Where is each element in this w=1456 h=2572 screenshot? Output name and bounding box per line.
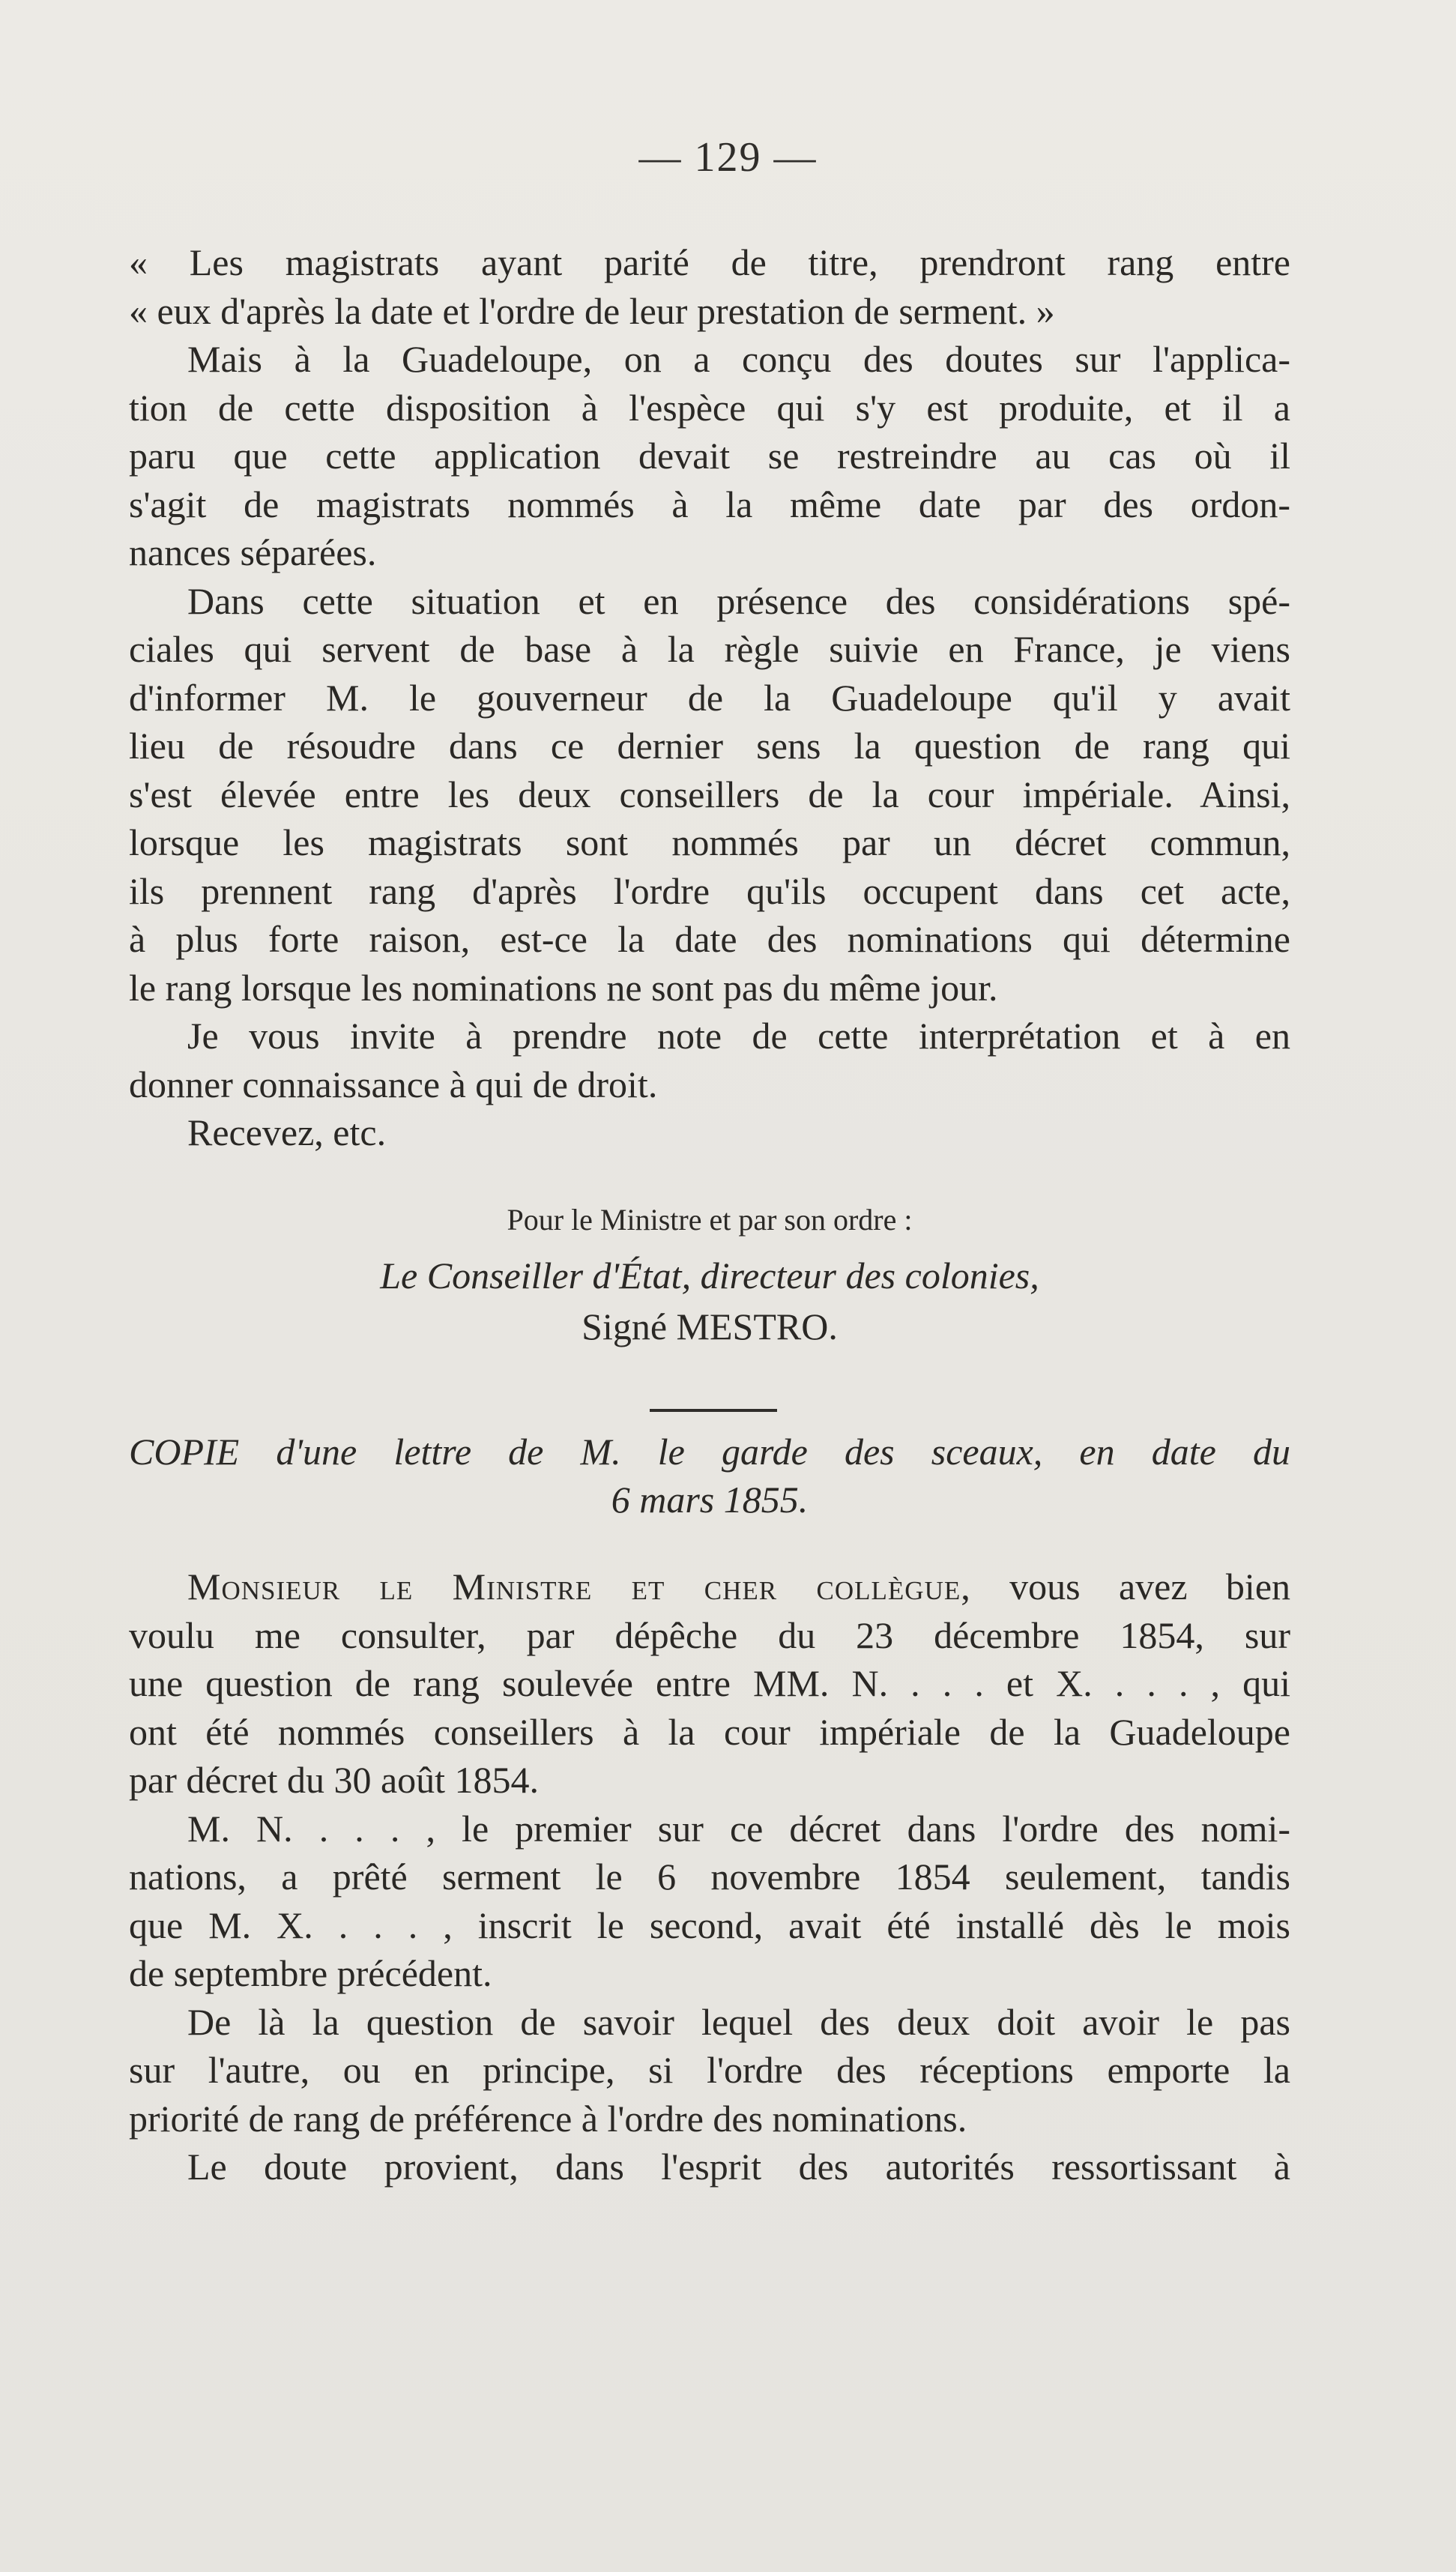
paragraph-line: s'agit de magistrats nommés à la même date par des ordon- xyxy=(129,483,1290,525)
paragraph-line xyxy=(129,1563,1290,1611)
salutation: Monsieur le Ministre et cher collègue, xyxy=(187,1566,971,1608)
paragraph-line: Le doute provient, dans l'esprit des autorités ressortissant à xyxy=(187,2146,1290,2188)
heading-line: COPIE d'une lettre de M. le garde des sceaux, en date du xyxy=(129,1431,1290,1473)
paragraph-line: lorsque les magistrats sont nommés par un décret commun, xyxy=(129,821,1290,863)
signature-block xyxy=(129,1199,1290,1352)
paragraph-line: nations, a prêté serment le 6 novembre 1854 seulement, tandis xyxy=(129,1856,1290,1898)
paragraph-line: une question de rang soulevée entre MM. N. . . . et X. . . . , qui xyxy=(129,1662,1290,1704)
paragraph-line: s'est élevée entre les deux conseillers de la cour impériale. Ainsi, xyxy=(129,773,1290,815)
paragraph-line: ont été nommés conseillers à la cour impériale de la Guadeloupe xyxy=(129,1710,1290,1753)
letter-body xyxy=(129,1563,1290,2191)
paragraph-line: Je vous invite à prendre note de cette interprétation et à en xyxy=(187,1015,1290,1057)
paragraph-line: voulu me consulter, par dépêche du 23 décembre 1854, sur xyxy=(129,1613,1290,1656)
paragraph-line: Mais à la Guadeloupe, on a conçu des doutes sur l'applica- xyxy=(187,338,1290,380)
letter-body-continued xyxy=(129,238,1290,1157)
section-divider xyxy=(650,1409,777,1412)
paragraph-line: paru que cette application devait se restreindre au cas où il xyxy=(129,435,1290,477)
paragraph-line: à plus forte raison, est-ce la date des nominations qui détermine xyxy=(129,918,1290,960)
signature-intro: Pour le Ministre et par son ordre : xyxy=(507,1203,913,1237)
paragraph-line: nances séparées. xyxy=(129,531,377,573)
paragraph-line: d'informer M. le gouverneur de la Guadeloupe qu'il y avait xyxy=(129,676,1290,719)
paragraph-line: donner connaissance à qui de droit. xyxy=(129,1063,658,1105)
paragraph-line: priorité de rang de préférence à l'ordre des nominations. xyxy=(129,2097,967,2140)
paragraph-line: que M. X. . . . , inscrit le second, avait été installé dès le mois xyxy=(129,1904,1290,1946)
paragraph-line: sur l'autre, ou en principe, si l'ordre des réceptions emporte la xyxy=(129,2049,1290,2091)
paragraph-line: tion de cette disposition à l'espèce qui s'y est produite, et il a xyxy=(129,386,1290,429)
quote-line: « eux d'après la date et l'ordre de leur prestation de serment. » xyxy=(129,289,1055,332)
salutation-rest: vous avez bien xyxy=(970,1566,1291,1608)
paragraph-line: ciales qui servent de base à la règle suivie en France, je viens xyxy=(129,628,1290,670)
page-number: — 129 — xyxy=(638,134,818,181)
signature-title: Le Conseiller d'État, directeur des colonies, xyxy=(380,1255,1039,1296)
paragraph-line: Recevez, etc. xyxy=(187,1111,387,1153)
heading-line: 6 mars 1855. xyxy=(611,1479,809,1521)
section-heading xyxy=(129,1428,1290,1524)
signature-name: Signé MESTRO. xyxy=(582,1305,838,1347)
paragraph-line: lieu de résoudre dans ce dernier sens la question de rang qui xyxy=(129,725,1290,767)
paragraph-line: le rang lorsque les nominations ne sont pas du même jour. xyxy=(129,966,998,1009)
paragraph-line: de septembre précédent. xyxy=(129,1952,492,1994)
paragraph-line: Dans cette situation et en présence des considérations spé- xyxy=(187,579,1290,622)
paragraph-line: M. N. . . . , le premier sur ce décret dans l'ordre des nomi- xyxy=(187,1807,1290,1850)
paragraph-line: ils prennent rang d'après l'ordre qu'ils occupent dans cet acte, xyxy=(129,869,1290,912)
paragraph-line: par décret du 30 août 1854. xyxy=(129,1759,540,1801)
paragraph-line: De là la question de savoir lequel des deux doit avoir le pas xyxy=(187,2000,1290,2043)
quote-line: « Les magistrats ayant parité de titre, prendront rang entre xyxy=(129,241,1290,283)
